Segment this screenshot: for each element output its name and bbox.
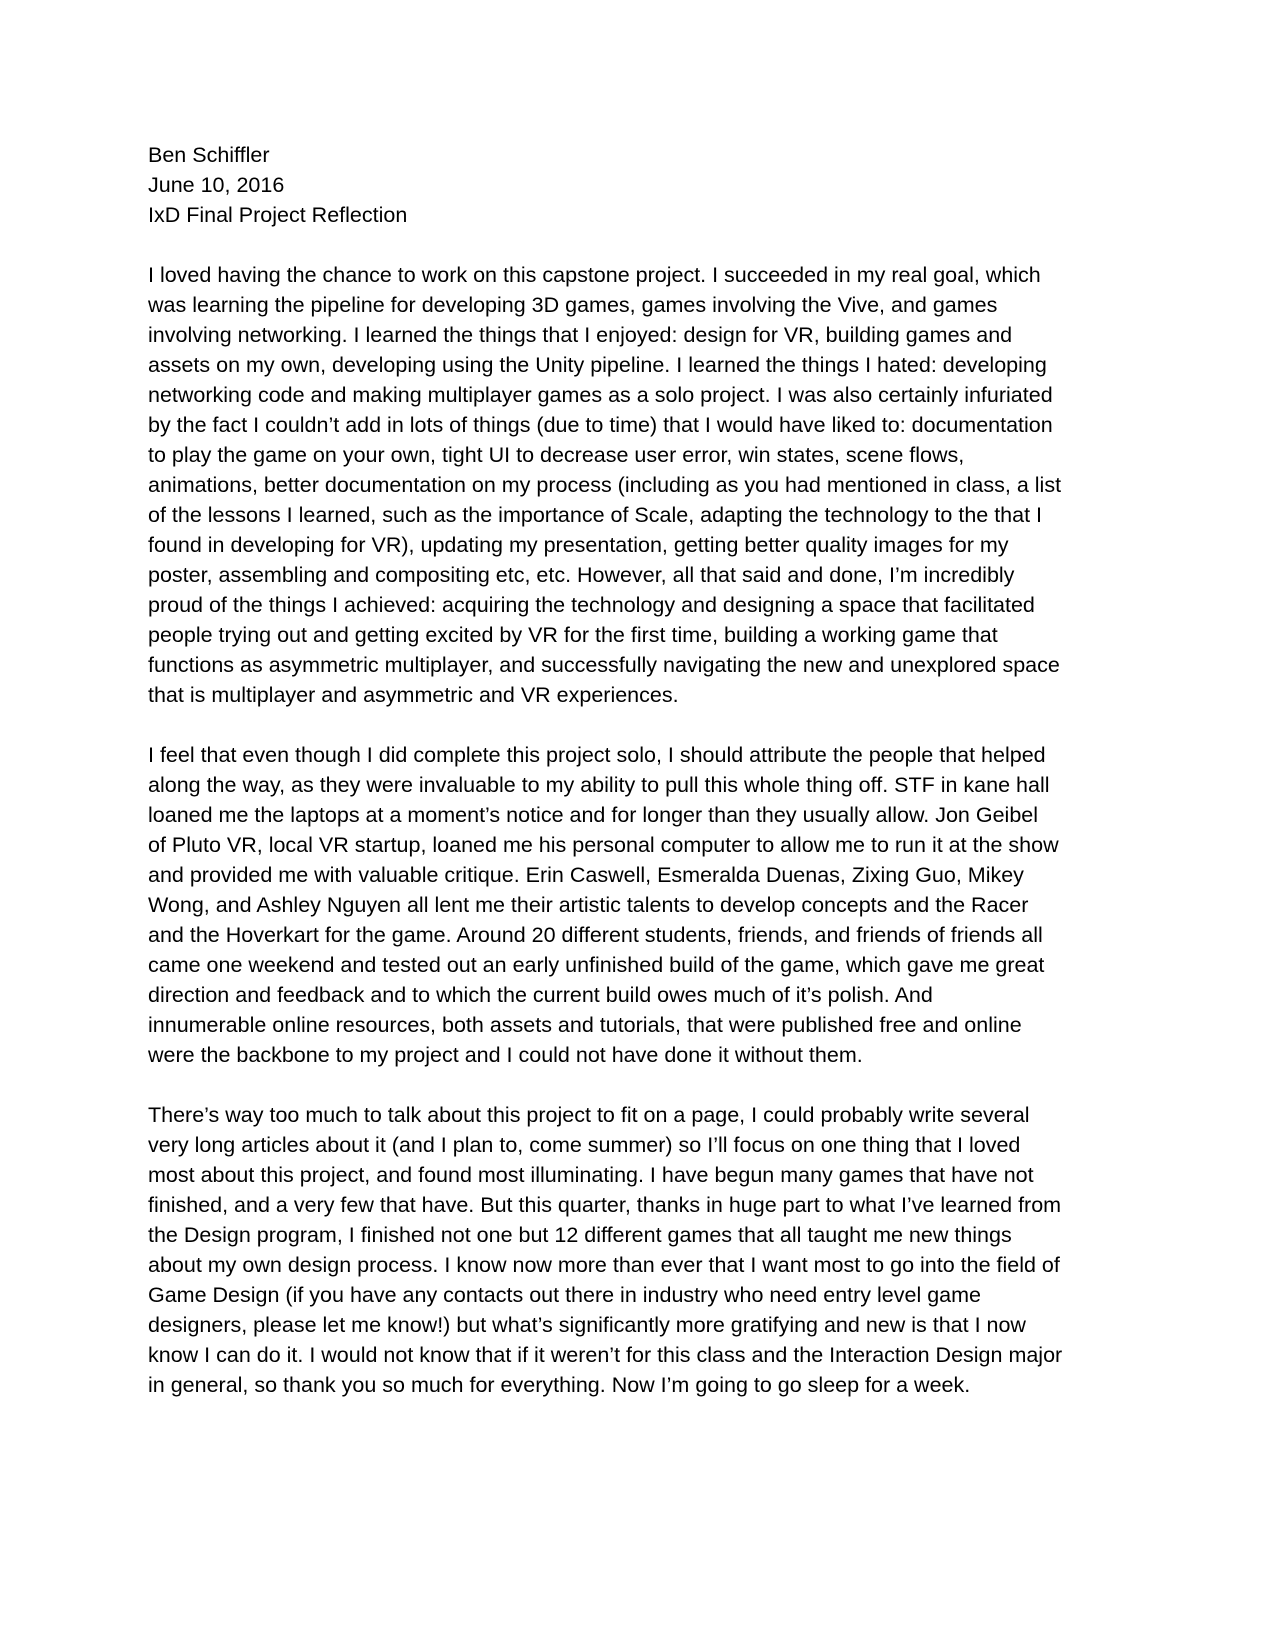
paragraph-line: involving networking. I learned the things that I enjoyed: design for VR, building games and bbox=[148, 323, 1013, 347]
paragraph-line: Game Design (if you have any contacts out there in industry who need entry level game bbox=[148, 1283, 981, 1307]
paragraph-line: very long articles about it (and I plan to, come summer) so I’ll focus on one thing that I loved bbox=[148, 1133, 1021, 1157]
paragraph-line: designers, please let me know!) but what’s significantly more gratifying and new is that I now bbox=[148, 1313, 1026, 1337]
paragraph-line: and the Hoverkart for the game. Around 20 different students, friends, and friends of friends all bbox=[148, 923, 1043, 947]
document-title: IxD Final Project Reflection bbox=[148, 203, 408, 227]
document-body bbox=[148, 260, 1138, 1400]
body-paragraph-1 bbox=[148, 260, 1138, 710]
paragraph-line: of Pluto VR, local VR startup, loaned me his personal computer to allow me to run it at the show bbox=[148, 833, 1059, 857]
paragraph-line: innumerable online resources, both assets and tutorials, that were published free and online bbox=[148, 1013, 1022, 1037]
body-paragraph-2 bbox=[148, 740, 1138, 1070]
paragraph-line: I feel that even though I did complete this project solo, I should attribute the people that helped bbox=[148, 743, 1046, 767]
paragraph-line: know I can do it. I would not know that if it weren’t for this class and the Interaction Design major bbox=[148, 1343, 1063, 1367]
paragraph-line: that is multiplayer and asymmetric and VR experiences. bbox=[148, 683, 679, 707]
paragraph-line: poster, assembling and compositing etc, etc. However, all that said and done, I’m incredibly bbox=[148, 563, 1015, 587]
paragraph-line: loaned me the laptops at a moment’s notice and for longer than they usually allow. Jon Geibel bbox=[148, 803, 1039, 827]
paragraph-line: to play the game on your own, tight UI to decrease user error, win states, scene flows, bbox=[148, 443, 965, 467]
paragraph-line: found in developing for VR), updating my presentation, getting better quality images for my bbox=[148, 533, 1009, 557]
paragraph-line: along the way, as they were invaluable to my ability to pull this whole thing off. STF in kane hall bbox=[148, 773, 1050, 797]
paragraph-line: was learning the pipeline for developing 3D games, games involving the Vive, and games bbox=[148, 293, 998, 317]
paragraph-line: were the backbone to my project and I could not have done it without them. bbox=[148, 1043, 863, 1067]
paragraph-line: animations, better documentation on my process (including as you had mentioned in class, a list bbox=[148, 473, 1062, 497]
paragraph-line: I loved having the chance to work on this capstone project. I succeeded in my real goal, which bbox=[148, 263, 1041, 287]
document-page bbox=[148, 140, 1138, 1400]
paragraph-line: in general, so thank you so much for everything. Now I’m going to go sleep for a week. bbox=[148, 1373, 971, 1397]
paragraph-line: networking code and making multiplayer games as a solo project. I was also certainly infuriated bbox=[148, 383, 1053, 407]
paragraph-line: by the fact I couldn’t add in lots of things (due to time) that I would have liked to: documentation bbox=[148, 413, 1053, 437]
document-header bbox=[148, 140, 1138, 230]
paragraph-line: assets on my own, developing using the Unity pipeline. I learned the things I hated: developing bbox=[148, 353, 1047, 377]
paragraph-line: direction and feedback and to which the current build owes much of it’s polish. And bbox=[148, 983, 933, 1007]
paragraph-line: functions as asymmetric multiplayer, and successfully navigating the new and unexplored space bbox=[148, 653, 1060, 677]
document-date: June 10, 2016 bbox=[148, 173, 285, 197]
paragraph-line: of the lessons I learned, such as the importance of Scale, adapting the technology to the that I bbox=[148, 503, 1043, 527]
paragraph-line: the Design program, I finished not one but 12 different games that all taught me new things bbox=[148, 1223, 1012, 1247]
paragraph-line: proud of the things I achieved: acquiring the technology and designing a space that facilitated bbox=[148, 593, 1035, 617]
paragraph-line: most about this project, and found most illuminating. I have begun many games that have not bbox=[148, 1163, 1034, 1187]
paragraph-line: about my own design process. I know now more than ever that I want most to go into the field of bbox=[148, 1253, 1060, 1277]
paragraph-line: came one weekend and tested out an early unfinished build of the game, which gave me great bbox=[148, 953, 1045, 977]
paragraph-line: finished, and a very few that have. But this quarter, thanks in huge part to what I’ve learned from bbox=[148, 1193, 1062, 1217]
paragraph-line: There’s way too much to talk about this project to fit on a page, I could probably write several bbox=[148, 1103, 1030, 1127]
paragraph-line: and provided me with valuable critique. Erin Caswell, Esmeralda Duenas, Zixing Guo, Mikey bbox=[148, 863, 1024, 887]
author-name: Ben Schiffler bbox=[148, 143, 270, 167]
paragraph-line: Wong, and Ashley Nguyen all lent me their artistic talents to develop concepts and the Racer bbox=[148, 893, 1029, 917]
body-paragraph-3 bbox=[148, 1100, 1138, 1400]
paragraph-line: people trying out and getting excited by VR for the first time, building a working game that bbox=[148, 623, 998, 647]
